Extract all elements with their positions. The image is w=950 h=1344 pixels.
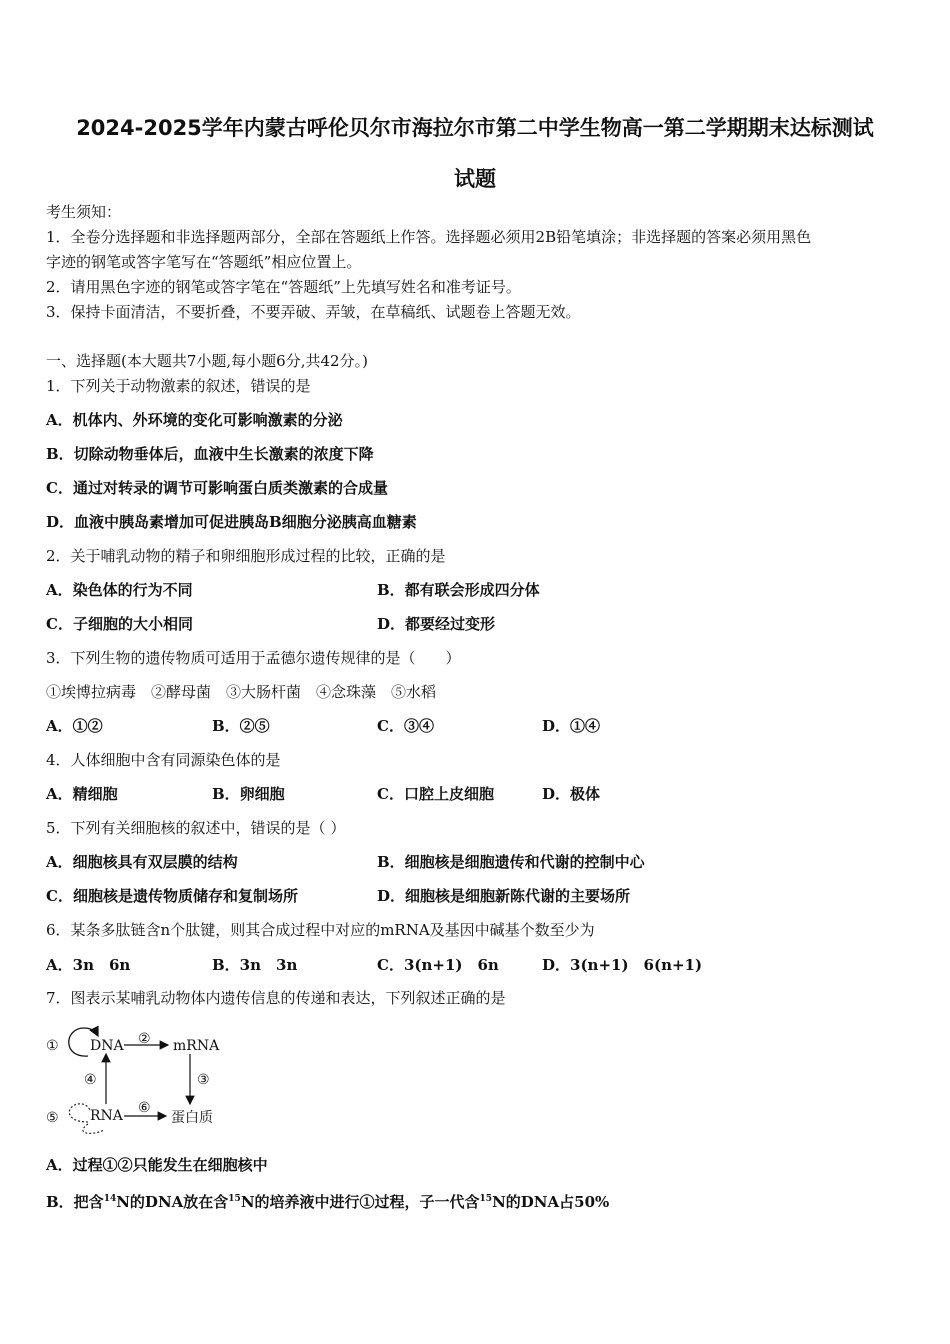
question-3-stem: 3．下列生物的遗传物质可适用于孟德尔遗传规律的是（ ）: [46, 649, 461, 667]
question-4-stem: 4．人体细胞中含有同源染色体的是: [46, 751, 281, 769]
label-6: ⑥: [138, 1100, 151, 1116]
question-7-option-b: [46, 1189, 609, 1212]
question-2-option-b: B．都有联会形成四分体: [377, 581, 540, 599]
node-dna: DNA: [90, 1038, 124, 1054]
question-2-option-c: C．子细胞的大小相同: [46, 615, 193, 633]
option-b-text-3: N的培养液中进行①过程，子一代含: [240, 1193, 480, 1211]
label-2: ②: [138, 1031, 151, 1047]
question-6-option-c: C．3(n+1) 6n: [377, 956, 499, 974]
question-2-option-a: A．染色体的行为不同: [46, 581, 193, 599]
question-1-option-b: B．切除动物垂体后，血液中生长激素的浓度下降: [46, 445, 374, 463]
notice-item-3: 3．保持卡面清洁，不要折叠，不要弄破、弄皱，在草稿纸、试题卷上答题无效。: [46, 303, 581, 321]
question-4-option-b: B．卵细胞: [212, 785, 285, 803]
question-4-option-c: C．口腔上皮细胞: [377, 785, 494, 803]
question-1-option-a: A．机体内、外环境的变化可影响激素的分泌: [46, 411, 343, 429]
option-b-text-1: B．把含: [46, 1193, 104, 1211]
label-5: ⑤: [46, 1110, 59, 1126]
label-3: ③: [197, 1072, 210, 1088]
question-3-organism-list: ①埃博拉病毒 ②酵母菌 ③大肠杆菌 ④念珠藻 ⑤水稻: [46, 683, 437, 701]
question-2-option-d: D．都要经过变形: [377, 615, 496, 633]
superscript-14: 14: [103, 1194, 117, 1204]
section-heading: 一、选择题(本大题共7小题,每小题6分,共42分。): [46, 352, 368, 370]
question-3-option-b: B．②⑤: [212, 717, 270, 735]
question-5-option-d: D．细胞核是细胞新陈代谢的主要场所: [377, 887, 631, 905]
question-5-stem: 5．下列有关细胞核的叙述中，错误的是（ ）: [46, 819, 346, 837]
option-b-text-4: N的DNA占50%: [492, 1193, 610, 1211]
option-b-text-2: N的DNA放在含: [116, 1193, 229, 1211]
notice-item-1: 1．全卷分选择题和非选择题两部分，全部在答题纸上作答。选择题必须用2B铅笔填涂；非选择题的答案必须用黑色: [46, 228, 812, 246]
page-title-line1: 2024-2025学年内蒙古呼伦贝尔市海拉尔市第二中学生物高一第二学期期末达标测试: [76, 116, 874, 140]
superscript-15-a: 15: [228, 1194, 241, 1204]
question-1-option-d: D．血液中胰岛素增加可促进胰岛B细胞分泌胰高血糖素: [46, 513, 417, 531]
rna-replication-loop: [69, 1104, 90, 1122]
rna-replication-loop-lower: [83, 1124, 104, 1133]
node-protein: 蛋白质: [171, 1110, 213, 1126]
question-5-option-a: A．细胞核具有双层膜的结构: [46, 853, 238, 871]
notice-heading: 考生须知：: [46, 203, 122, 221]
question-5-option-b: B．细胞核是细胞遗传和代谢的控制中心: [377, 853, 645, 871]
question-4-option-d: D．极体: [542, 785, 601, 803]
question-3-option-d: D．①④: [542, 717, 601, 735]
question-7-option-a: A．过程①②只能发生在细胞核中: [46, 1156, 268, 1174]
notice-item-2: 2．请用黑色字迹的钢笔或答字笔在“答题纸”上先填写姓名和准考证号。: [46, 278, 521, 296]
question-5-option-c: C．细胞核是遗传物质储存和复制场所: [46, 887, 298, 905]
question-6-option-a: A．3n 6n: [46, 956, 131, 974]
question-3-option-a: A．①②: [46, 717, 103, 735]
superscript-15-b: 15: [479, 1194, 493, 1204]
genetic-information-flow-diagram: [40, 1022, 240, 1137]
node-mrna: mRNA: [173, 1038, 220, 1054]
question-6-option-d: D．3(n+1) 6(n+1): [542, 956, 703, 974]
question-3-option-c: C．③④: [377, 717, 434, 735]
question-1-option-c: C．通过对转录的调节可影响蛋白质类激素的合成量: [46, 479, 388, 497]
label-4: ④: [84, 1072, 97, 1088]
notice-item-1-cont: 字迹的钢笔或答字笔写在“答题纸”相应位置上。: [46, 253, 362, 271]
question-2-stem: 2．关于哺乳动物的精子和卵细胞形成过程的比较，正确的是: [46, 547, 446, 565]
question-4-option-a: A．精细胞: [46, 785, 118, 803]
node-rna: RNA: [90, 1108, 123, 1124]
question-6-option-b: B．3n 3n: [212, 956, 298, 974]
label-1: ①: [46, 1038, 59, 1054]
question-7-stem: 7．图表示某哺乳动物体内遗传信息的传递和表达，下列叙述正确的是: [46, 989, 506, 1007]
question-6-stem: 6．某条多肽链含n个肽键，则其合成过程中对应的mRNA及基因中碱基个数至少为: [46, 921, 595, 939]
question-1-stem: 1．下列关于动物激素的叙述，错误的是: [46, 377, 311, 395]
page-title-line2: 试题: [454, 167, 496, 191]
